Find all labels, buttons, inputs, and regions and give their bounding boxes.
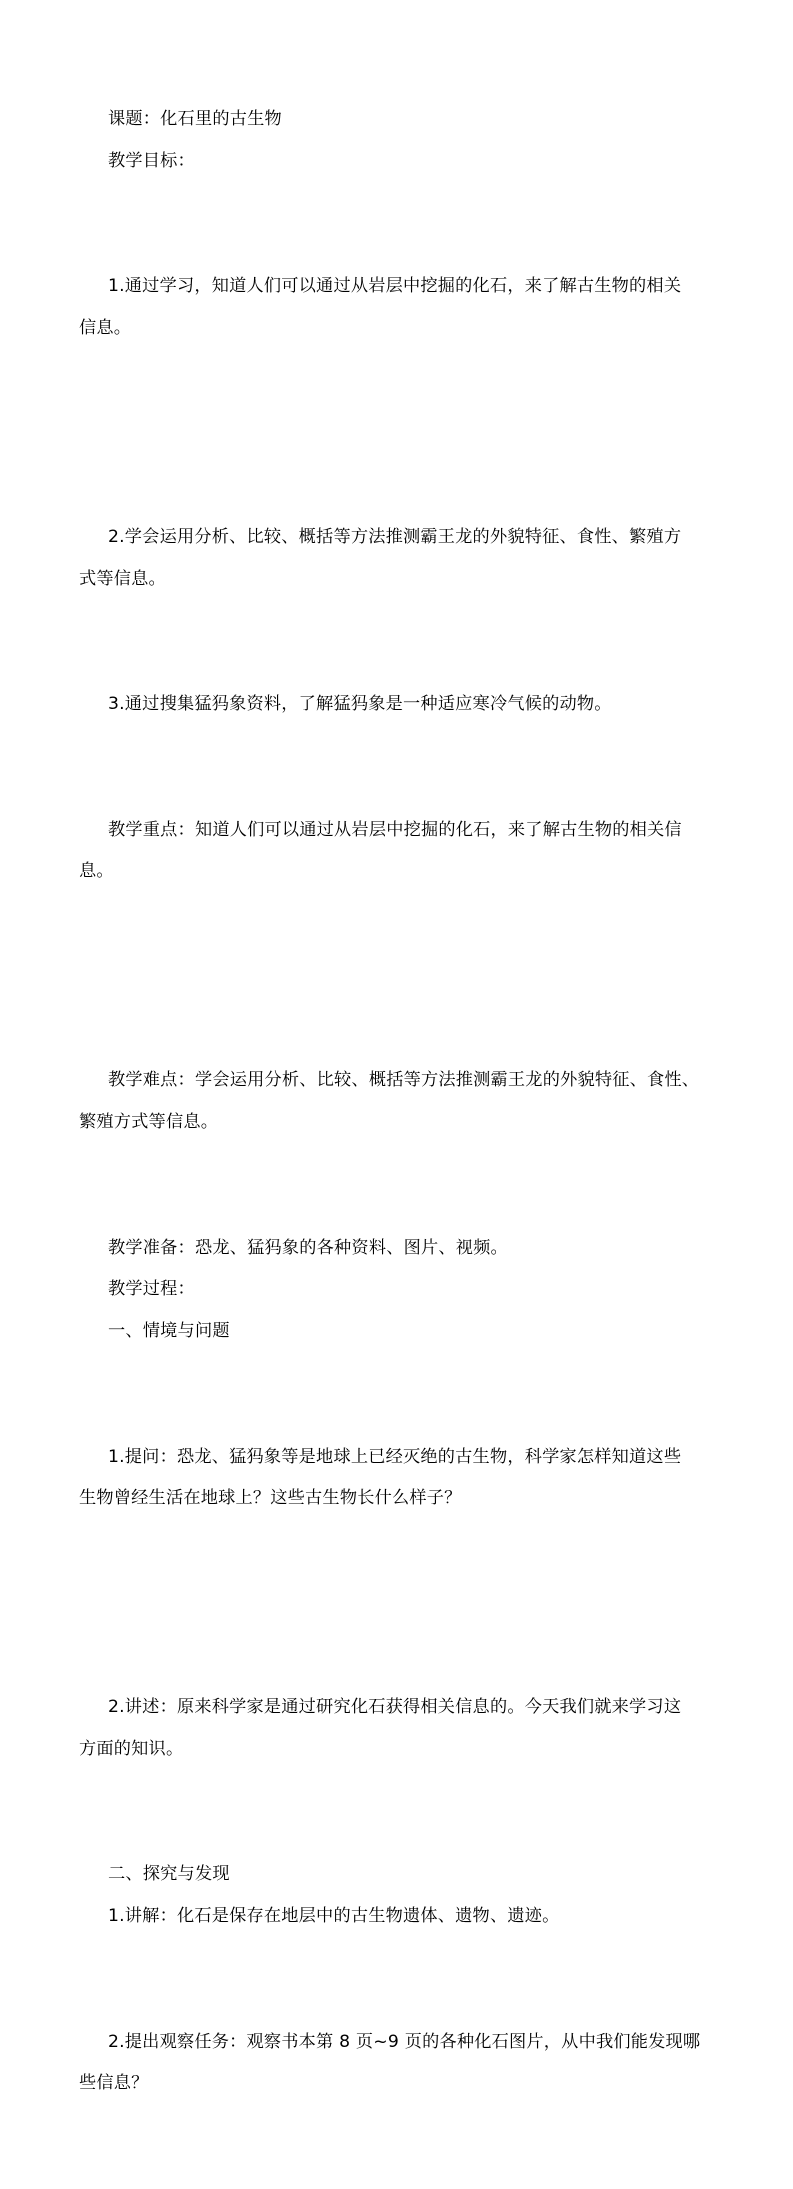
preparation: 教学准备：恐龙、猛犸象的各种资料、图片、视频。 [108,1237,508,1258]
goals-heading: 教学目标： [108,150,195,171]
goal-item-2-line-2: 式等信息。 [79,568,166,589]
document-body [79,99,726,2189]
section-2-item-2 [79,1938,726,2189]
section-1-item-2 [79,1604,726,1855]
difficulty-line-2: 繁殖方式等信息。 [79,1112,219,1133]
difficulty [79,977,726,1228]
key-point [79,726,726,977]
section-1-item-1-line-2: 生物曾经生活在地球上？这些古生物长什么样子？ [79,1488,462,1509]
lesson-title: 课题：化石里的古生物 [108,109,282,129]
key-point-line-2: 息。 [79,861,114,882]
section-1-item-1-line-1: 1.提问：恐龙、猛犸象等是地球上已经灭绝的古生物，科学家怎样知道这些 [108,1446,682,1467]
section-1-item-2-line-2: 方面的知识。 [79,1739,184,1760]
goal-item-2-line-1: 2.学会运用分析、比较、概括等方法推测霸王龙的外貌特征、食性、繁殖方 [108,526,682,547]
goal-item-1-line-2: 信息。 [79,317,132,338]
goal-item-2 [79,433,726,684]
goal-item-1 [79,183,726,434]
section-2-item-2-line-2: 些信息？ [79,2073,149,2094]
section-2-heading: 二、探究与发现 [108,1864,230,1885]
section-1-heading: 一、情境与问题 [108,1321,230,1342]
key-point-line-1: 教学重点：知道人们可以通过从岩层中挖掘的化石，来了解古生物的相关信 [108,819,682,840]
section-2-item-1: 1.讲解：化石是保存在地层中的古生物遗体、遗物、遗迹。 [108,1906,560,1927]
section-1-item-2-line-1: 2.讲述：原来科学家是通过研究化石获得相关信息的。今天我们就来学习这 [108,1697,682,1718]
section-1-item-1 [79,1353,726,1604]
goal-item-1-line-1: 1.通过学习，知道人们可以通过从岩层中挖掘的化石，来了解古生物的相关 [108,276,682,297]
process-heading: 教学过程： [108,1279,195,1300]
section-2-item-2-line-1: 2.提出观察任务：观察书本第 8 页~9 页的各种化石图片，从中我们能发现哪 [108,2031,701,2052]
difficulty-line-1: 教学难点：学会运用分析、比较、概括等方法推测霸王龙的外貌特征、食性、 [108,1070,700,1091]
goal-item-3: 3.通过搜集猛犸象资料，了解猛犸象是一种适应寒冷气候的动物。 [108,694,612,715]
